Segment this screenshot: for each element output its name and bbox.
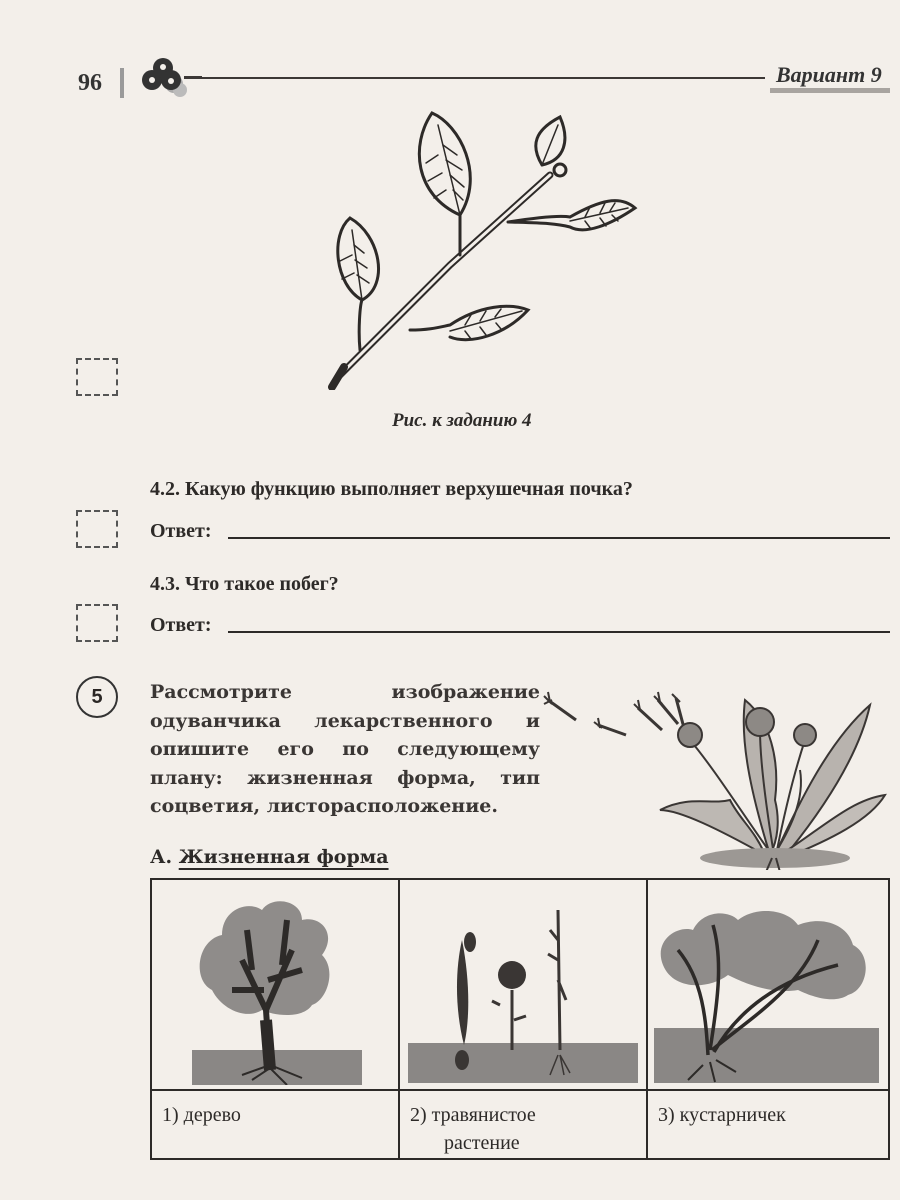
- answer-label-4-3: Ответ:: [150, 614, 212, 636]
- page-number: 96: [78, 70, 102, 96]
- figure-caption: Рис. к заданию 4: [392, 410, 532, 431]
- header-divider: [120, 68, 124, 98]
- publisher-logo-icon: [138, 58, 202, 106]
- variant-title: Вариант 9: [776, 62, 882, 87]
- tree-image-cell: [151, 879, 399, 1090]
- score-box-4-2[interactable]: [76, 510, 118, 548]
- answer-field-4-2[interactable]: [228, 537, 890, 539]
- option-number: 3): [658, 1104, 675, 1126]
- life-form-option-1: [151, 1090, 399, 1159]
- section-a-prefix: А.: [150, 846, 173, 868]
- question-4-3: 4.3. Что такое побег?: [150, 573, 339, 595]
- header-rule: [200, 77, 765, 79]
- shrublet-silhouette-icon: [648, 880, 888, 1085]
- tree-silhouette-icon: [152, 880, 398, 1085]
- option-number: 1): [162, 1104, 179, 1126]
- herbaceous-image-cell: [399, 879, 647, 1090]
- leafy-branch-illustration: [310, 105, 640, 394]
- herbaceous-plants-silhouette-icon: [400, 880, 646, 1085]
- variant-underline: [770, 88, 890, 93]
- option-label: дерево: [183, 1104, 241, 1126]
- life-form-option-2: [399, 1090, 647, 1159]
- life-forms-table: [150, 878, 890, 1160]
- task-5-prompt: Рассмотрите изображение одуванчика лекарственного и опишите его по следующему плану: жизненная форма, тип соцветия, листорасположение.: [150, 681, 540, 817]
- option-label: кустарничек: [679, 1104, 786, 1126]
- answer-label-4-2: Ответ:: [150, 520, 212, 542]
- answer-field-4-3[interactable]: [228, 631, 890, 633]
- option-number: 2): [410, 1104, 427, 1126]
- dandelion-illustration: [540, 680, 890, 874]
- task-number-badge: 5: [76, 676, 118, 718]
- option-label-line2: растение: [444, 1132, 520, 1154]
- shrublet-image-cell: [647, 879, 889, 1090]
- question-4-2: 4.2. Какую функцию выполняет верхушечная почка?: [150, 478, 633, 500]
- score-box-4-1[interactable]: [76, 358, 118, 396]
- section-a-heading: [150, 846, 389, 868]
- section-a-title: Жизненная форма: [178, 846, 389, 868]
- score-box-4-3[interactable]: [76, 604, 118, 642]
- option-label: травянистое: [431, 1104, 536, 1126]
- life-form-option-3: [647, 1090, 889, 1159]
